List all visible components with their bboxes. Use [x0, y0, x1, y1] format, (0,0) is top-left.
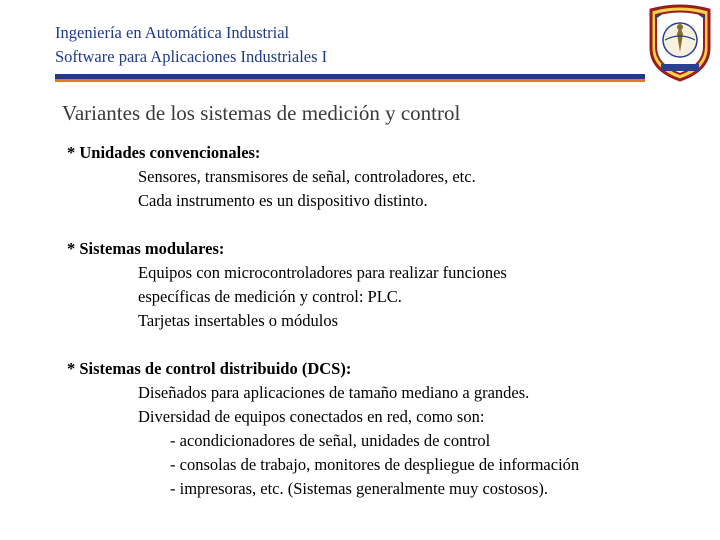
section-line: Tarjetas insertables o módulos: [138, 311, 339, 330]
section-line: Cada instrumento es un dispositivo distinto.: [138, 191, 428, 210]
header-line-2: Software para Aplicaciones Industriales I: [55, 47, 328, 66]
section-line: Diseñados para aplicaciones de tamaño mediano a grandes.: [138, 383, 530, 402]
section-line: Sensores, transmisores de señal, controladores, etc.: [138, 167, 476, 186]
section-line: Diversidad de equipos conectados en red, como son:: [138, 407, 485, 426]
header-line-1: Ingeniería en Automática Industrial: [55, 23, 290, 42]
section-heading-dcs: * Sistemas de control distribuido (DCS):: [67, 359, 352, 378]
section-heading-modular: * Sistemas modulares:: [67, 239, 225, 258]
slide-title: Variantes de los sistemas de medición y control: [62, 101, 461, 125]
section-heading-conventional: * Unidades convencionales:: [67, 143, 261, 162]
section-line: Equipos con microcontroladores para realizar funciones: [138, 263, 507, 282]
section-subline: - acondicionadores de señal, unidades de control: [170, 431, 491, 450]
section-subline: - consolas de trabajo, monitores de despliegue de información: [170, 455, 580, 474]
section-subline: - impresoras, etc. (Sistemas generalmente muy costosos).: [170, 479, 549, 498]
section-line: específicas de medición y control: PLC.: [138, 287, 402, 306]
